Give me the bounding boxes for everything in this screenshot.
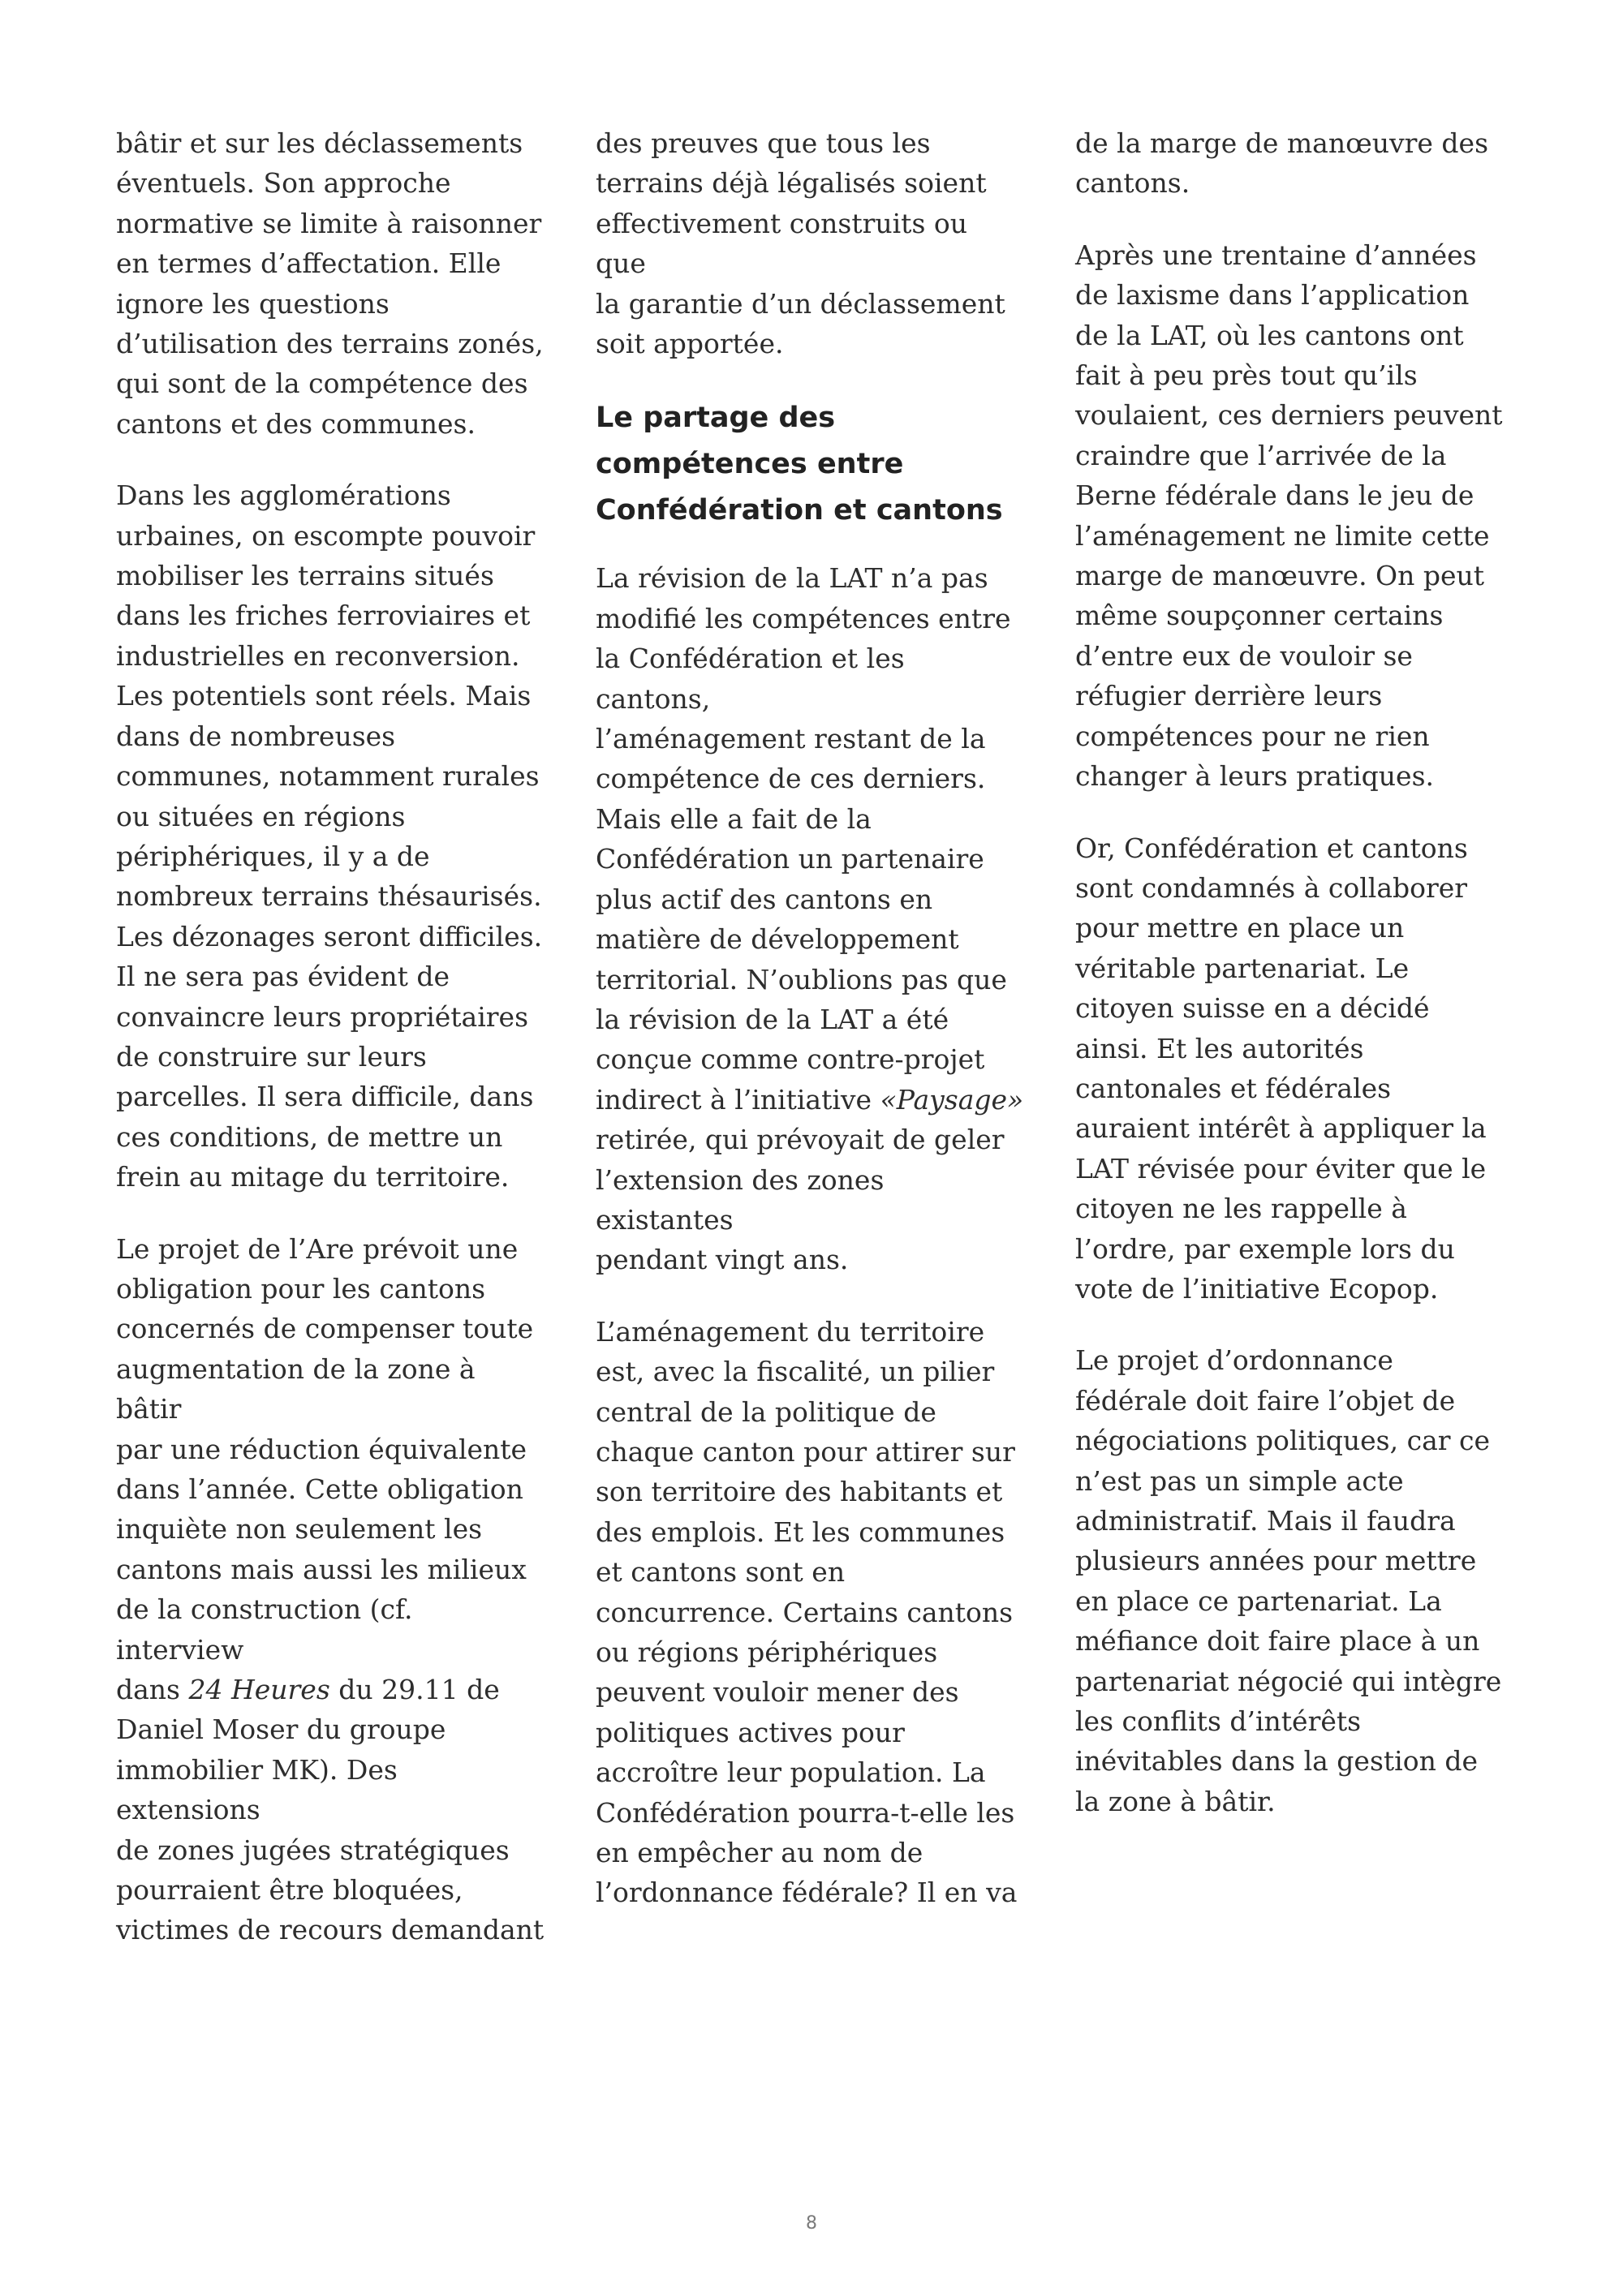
text-run: retirée, qui prévoyait de geler l’extension des zones existantes pendant vingt ans. (596, 1124, 1005, 1276)
paragraph (116, 1229, 546, 1950)
page-number: 8 (806, 2213, 817, 2234)
text-run: du 29.11 de Daniel Moser du groupe immobilier MK). Des extensions de zones jugées stratégiques pourraient être bloquées, victimes de recours demandant (116, 1674, 545, 1946)
text-run: Le partage des compétences entre Confédération et cantons (596, 402, 1003, 527)
text-run: Le projet d’ordonnance fédérale doit faire l’objet de négociations politiques, car ce n’est pas un simple acte administratif. Mais il faudra plusieurs années pour mettre en place ce partenariat. La méfiance doit faire place à un partenariat négocié qui intègre les conflits d’intérêts inévitables dans la gestion de la zone à bâtir. (1075, 1344, 1502, 1817)
paragraph (1075, 828, 1505, 1309)
paragraph (1075, 235, 1505, 797)
text-column-2 (596, 123, 1026, 1945)
paragraph (1075, 123, 1505, 204)
text-run: des preuves que tous les terrains déjà légalisés soient effectivement construits ou que la garantie d’un déclassement soit apportée. (596, 127, 1005, 360)
text-run: L’aménagement du territoire est, avec la fiscalité, un pilier central de la politique de chaque canton pour attirer sur son territoire des habitants et des emplois. Et les communes et cantons sont en concurrence. Certains cantons ou régions périphériques peuvent vouloir mener des politiques actives pour accroître leur population. La Confédération pourra-t-elle les en empêcher au nom de l’ordonnance fédérale? Il en va (596, 1315, 1018, 1909)
text-run: La révision de la LAT n’a pas modifié les compétences entre la Confédération et les cantons, l’aménagement restant de la compétence de ces derniers. Mais elle a fait de la Confédération un partenaire plus actif des cantons en matière de développement territorial. N’oublions pas que la révision de la LAT a été conçue comme contre-projet indirect à l’initiative (596, 562, 1011, 1116)
text-run: Le projet de l’Are prévoit une obligation pour les cantons concernés de compenser toute augmentation de la zone à bâtir par une réduction équivalente dans l’année. Cette obligation inquiète non seulement les cantons mais aussi les milieux de la construction (cf. interview dans (116, 1232, 534, 1706)
emphasized-text: 24 Heures (188, 1674, 330, 1706)
text-run: de la marge de manœuvre des cantons. (1075, 127, 1489, 200)
section-heading (596, 395, 1026, 534)
text-run: Après une trentaine d’années de laxisme dans l’application de la LAT, où les cantons ont fait à peu près tout qu’ils voulaient, ces derniers peuvent craindre que l’arrivée de la Berne fédérale dans le jeu de l’aménagement ne limite cette marge de manœuvre. On peut même soupçonner certains d’entre eux de vouloir se réfugier derrière leurs compétences pour ne rien changer à leurs pratiques. (1075, 239, 1503, 793)
emphasized-text: «Paysage» (880, 1083, 1024, 1116)
text-run: bâtir et sur les déclassements éventuels. Son approche normative se limite à raisonner en termes d’affectation. Elle ignore les questions d’utilisation des terrains zonés, qui sont de la compétence des cantons et des communes. (116, 127, 544, 440)
paragraph (596, 123, 1026, 363)
text-column-1 (116, 123, 546, 1982)
paragraph (1075, 1340, 1505, 1821)
paragraph (116, 123, 546, 444)
paragraph (116, 475, 546, 1197)
text-column-3 (1075, 123, 1505, 1853)
paragraph (596, 1312, 1026, 1913)
text-run: Dans les agglomérations urbaines, on escompte pouvoir mobiliser les terrains situés dans les friches ferroviaires et industrielles en reconversion. Les potentiels sont réels. Mais dans de nombreuses communes, notamment rurales ou situées en régions périphériques, il y a de nombreux terrains thésaurisés. Les dézonages seront difficiles. Il ne sera pas évident de convaincre leurs propriétaires de construire sur leurs parcelles. Il sera difficile, dans ces conditions, de mettre un frein au mitage du territoire. (116, 479, 543, 1193)
paragraph (596, 558, 1026, 1279)
text-run: Or, Confédération et cantons sont condamnés à collaborer pour mettre en place un véritable partenariat. Le citoyen suisse en a décidé ainsi. Et les autorités cantonales et fédérales auraient intérêt à appliquer la LAT révisée pour éviter que le citoyen ne les rappelle à l’ordre, par exemple lors du vote de l’initiative Ecopop. (1075, 832, 1487, 1305)
